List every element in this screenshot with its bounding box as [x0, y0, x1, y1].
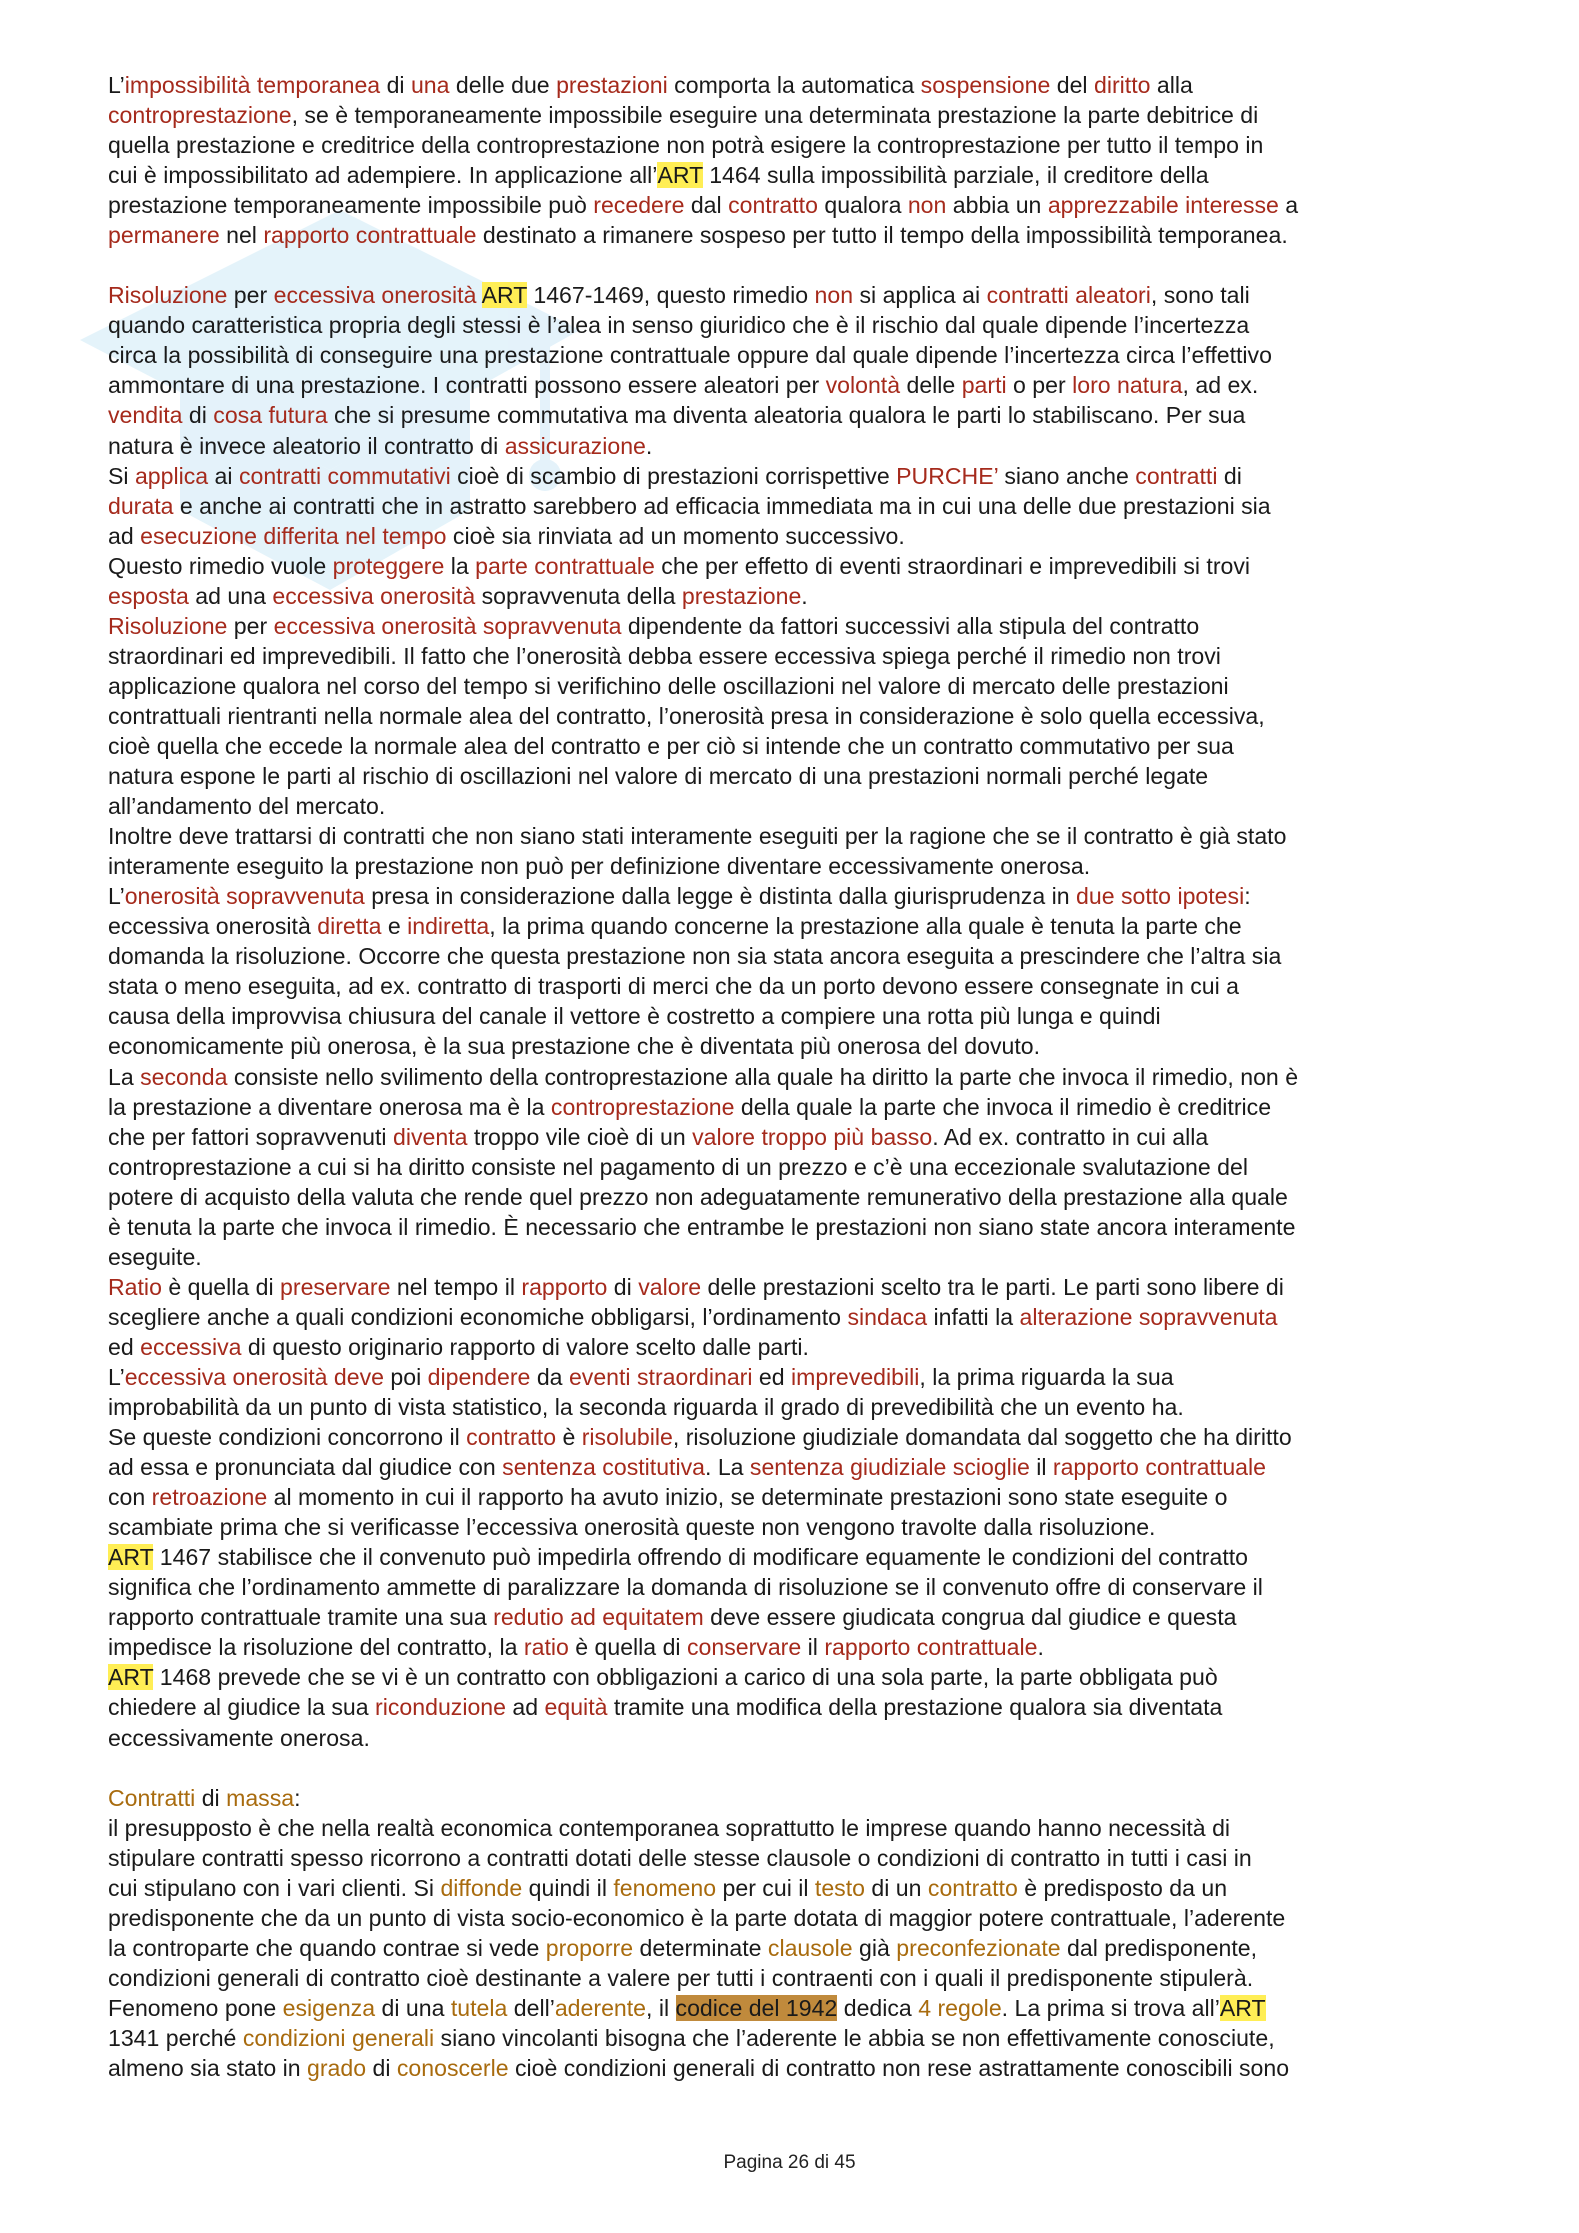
- emphasized-term: diventa: [392, 1123, 468, 1150]
- paragraph-text: del: [1050, 72, 1094, 98]
- paragraph-text: [476, 282, 481, 308]
- emphasized-term: parte contrattuale: [475, 552, 655, 579]
- emphasized-term: loro natura: [1072, 372, 1183, 399]
- paragraph-text: infatti la: [927, 1303, 1020, 1330]
- paragraph-text: che per effetto di eventi straordinari e imprevedibili si trovi: [661, 552, 1251, 579]
- paragraph-text: , la prima riguarda la sua improbabilità da un punto di vista statistico, la seconda riguarda il grado di prevedibilità che un evento ha.: [108, 1363, 1184, 1421]
- paragraph-text: già: [852, 1934, 897, 1961]
- emphasized-term: fenomeno: [613, 1874, 717, 1901]
- paragraph-text: il: [1029, 1454, 1053, 1481]
- highlighted-term: ART: [1219, 1994, 1266, 2021]
- paragraph-text: di: [1223, 462, 1242, 489]
- paragraph-text: tramite una modifica della prestazione qualora sia diventata eccessivamente onerosa.: [108, 1694, 1223, 1751]
- paragraph-text: ed: [752, 1363, 792, 1390]
- emphasized-term: valore troppo più basso: [692, 1123, 933, 1150]
- paragraph-text: di: [380, 72, 411, 98]
- emphasized-term: riconduzione: [375, 1694, 506, 1721]
- paragraph-text: alla: [1156, 72, 1193, 98]
- emphasized-term: imprevedibili: [791, 1363, 920, 1390]
- paragraph-text: Se queste condizioni concorrono il: [108, 1424, 467, 1451]
- paragraph-text: di: [366, 2055, 397, 2081]
- paragraph-text: dedica: [837, 1994, 919, 2021]
- paragraph-text: di: [182, 402, 214, 429]
- paragraph-text: ai: [208, 462, 239, 489]
- emphasized-term: contratto: [466, 1424, 557, 1451]
- emphasized-term: rapporto contrattuale: [824, 1634, 1038, 1661]
- emphasized-term: prestazioni: [556, 72, 668, 98]
- emphasized-term: eccessiva onerosità: [272, 582, 476, 609]
- emphasized-term: vendita: [108, 402, 183, 429]
- paragraph: [108, 1422, 1488, 1542]
- emphasized-term: sentenza costitutiva: [502, 1454, 705, 1481]
- paragraph-text: deve essere giudicata congrua dal giudice e questa impedisce la risoluzione del contratto, la: [108, 1604, 1237, 1661]
- emphasized-term: controprestazione: [550, 1093, 735, 1120]
- paragraph-text: determinate: [633, 1934, 768, 1961]
- paragraph-text: 1468 prevede che se vi è un contratto con obbligazioni a carico di una sola parte, la parte obbligata può chiedere al giudice la sua: [108, 1664, 1218, 1721]
- paragraph-text: , il: [646, 1994, 676, 2021]
- paragraph: [108, 70, 1488, 250]
- emphasized-term: contratti aleatori: [986, 282, 1151, 309]
- emphasized-term: preconfezionate: [896, 1934, 1061, 1961]
- paragraph-text: , risoluzione giudiziale domandata dal soggetto che ha diritto ad essa e pronunciata dal giudice con: [108, 1424, 1292, 1481]
- emphasized-term: Risoluzione: [108, 282, 228, 309]
- emphasized-term: massa: [226, 1784, 295, 1811]
- paragraph-text: siano anche: [997, 462, 1136, 489]
- emphasized-term: assicurazione: [504, 432, 646, 459]
- emphasized-term: clausole: [767, 1934, 853, 1961]
- paragraph: [108, 821, 1488, 881]
- paragraph-text: ed: [108, 1333, 134, 1360]
- paragraph-text: da: [530, 1363, 569, 1390]
- paragraph: [108, 611, 1488, 821]
- highlighted-term: ART: [657, 162, 703, 189]
- paragraph-text: il: [801, 1634, 825, 1661]
- paragraph: [108, 280, 1488, 460]
- paragraph-text: L’: [108, 72, 125, 98]
- emphasized-term: eccessiva onerosità sopravvenuta: [273, 612, 622, 639]
- emphasized-term: redutio ad equitatem: [493, 1604, 704, 1631]
- paragraph-text: per: [227, 612, 274, 639]
- paragraph: [108, 1272, 1488, 1362]
- emphasized-term: conoscerle: [396, 2055, 509, 2081]
- paragraph-text: o per: [1006, 372, 1073, 399]
- emphasized-term: proteggere: [332, 552, 445, 579]
- paragraph-gap: [108, 250, 1488, 280]
- paragraph-text: che si presume commutativa ma diventa aleatoria qualora le parti lo stabiliscano. Per sua natura è invece aleatorio il contratto di: [108, 402, 1246, 459]
- paragraph-text: comporta la automatica: [667, 72, 921, 98]
- paragraph-text: Si: [108, 462, 135, 489]
- emphasized-term: onerosità sopravvenuta: [124, 883, 365, 910]
- paragraph-text: abbia un: [946, 192, 1048, 219]
- paragraph-text: .: [1037, 1634, 1044, 1661]
- emphasized-term: non: [814, 282, 854, 309]
- emphasized-term: esposta: [108, 582, 189, 609]
- paragraph-text: dal predisponente, condizioni generali di contratto cioè destinante a valere per tutti i contraenti con i quali il predisponente stipulerà. Fenomeno pone: [108, 1934, 1258, 2021]
- paragraph-text: nel: [219, 222, 264, 249]
- emphasized-term: esigenza: [282, 1994, 376, 2021]
- emphasized-term: applica: [134, 462, 209, 489]
- paragraph-text: dal: [684, 192, 729, 219]
- paragraph-text: ad: [506, 1694, 545, 1721]
- emphasized-term: proporre: [545, 1934, 634, 1961]
- paragraph: [108, 1362, 1488, 1422]
- paragraph-text: poi: [384, 1363, 428, 1390]
- paragraph-text: consiste nello svilimento della controprestazione alla quale ha diritto la parte che invoca il rimedio, non è la prestazione a diventare onerosa ma è la: [108, 1063, 1299, 1120]
- highlighted-term: ART: [481, 282, 527, 309]
- emphasized-term: sentenza giudiziale scioglie: [749, 1454, 1030, 1481]
- paragraph: [108, 1062, 1488, 1272]
- paragraph-text: di una: [375, 1994, 451, 2021]
- paragraph-text: 1341 perché: [108, 2024, 237, 2051]
- paragraph-text: L’: [108, 1363, 125, 1390]
- emphasized-term: equità: [544, 1694, 608, 1721]
- paragraph-text: Inoltre deve trattarsi di contratti che non siano stati interamente eseguiti per la ragione che se il contratto è già stato interamente eseguito la prestazione non può per definizione diventare eccessivamente onerosa.: [108, 823, 1287, 880]
- paragraph-text: : eccessiva onerosità: [108, 883, 1251, 940]
- emphasized-term: permanere: [108, 222, 220, 249]
- highlighted-term: ART: [108, 1664, 154, 1691]
- emphasized-term: rapporto contrattuale: [1052, 1454, 1267, 1481]
- paragraph-text: è: [556, 1424, 582, 1451]
- emphasized-term: eccessiva: [140, 1333, 242, 1360]
- emphasized-term: cosa futura: [213, 402, 328, 429]
- paragraph-text: e anche ai contratti che in astratto sarebbero ad efficacia immediata ma in cui una delle due prestazioni sia ad: [108, 492, 1271, 549]
- paragraph-text: . Ad ex. contratto in cui alla controprestazione a cui si ha diritto consiste nel pagamento di un prezzo e c’è una eccezionale svalutazione del potere di acquisto della valuta che rende quel prezzo non adeguatamente remunerativo della prestazione alla quale è tenuta la parte che invoca il rimedio. È necessario che entrambe le prestazioni non siano state ancora interamente eseguite.: [108, 1123, 1296, 1270]
- emphasized-term: non: [907, 192, 947, 219]
- paragraph-text: e: [381, 913, 408, 940]
- emphasized-term: durata: [108, 492, 174, 519]
- highlighted-term: ART: [108, 1544, 154, 1571]
- paragraph-text: delle prestazioni scelto tra le parti. Le parti sono libere di scegliere anche a quali condizioni economiche obbligarsi, l’ordinamento: [108, 1273, 1284, 1330]
- paragraph-text: . La: [704, 1454, 750, 1481]
- paragraph-text: a: [1285, 192, 1299, 219]
- paragraph: [108, 881, 1488, 1061]
- emphasized-term: retroazione: [151, 1484, 268, 1511]
- document-body: [108, 70, 1488, 2083]
- emphasized-term: ratio: [523, 1634, 569, 1661]
- emphasized-term: parti: [961, 372, 1007, 399]
- paragraph: [108, 461, 1488, 551]
- paragraph-text: di: [607, 1273, 639, 1300]
- emphasized-term: recedere: [593, 192, 685, 219]
- paragraph-text: quindi il: [522, 1874, 614, 1901]
- emphasized-term: prestazione: [681, 582, 802, 609]
- emphasized-term: diritto: [1093, 72, 1151, 98]
- paragraph-text: della quale la parte che invoca il rimedio è creditrice che per fattori sopravvenuti: [108, 1093, 1272, 1150]
- emphasized-term: una: [410, 72, 450, 98]
- emphasized-term: impossibilità temporanea: [124, 72, 381, 98]
- paragraph-text: delle due: [449, 72, 557, 98]
- paragraph: [108, 1662, 1488, 1752]
- emphasized-term: controprestazione: [108, 102, 292, 129]
- paragraph-text: sopravvenuta della: [475, 582, 682, 609]
- paragraph-text: L’: [108, 883, 125, 910]
- paragraph-text: nel tempo il: [390, 1273, 522, 1300]
- paragraph: [108, 551, 1488, 611]
- emphasized-term: Risoluzione: [108, 612, 228, 639]
- paragraph-text: la: [444, 552, 476, 579]
- emphasized-term: eccessiva onerosità: [273, 282, 477, 309]
- emphasized-term: grado: [306, 2055, 367, 2081]
- paragraph-text: dell’: [507, 1994, 555, 2021]
- paragraph: [108, 1783, 1488, 2083]
- paragraph-text: cioè di scambio di prestazioni corrispettive: [450, 462, 897, 489]
- paragraph-text: per: [227, 282, 274, 309]
- paragraph-text: . La prima si trova all’: [1001, 1994, 1220, 2021]
- emphasized-term: volontà: [825, 372, 901, 399]
- emphasized-term: 4 regole: [918, 1994, 1002, 2021]
- emphasized-term: valore: [638, 1273, 702, 1300]
- emphasized-term: contratti commutativi: [238, 462, 451, 489]
- paragraph-text: di: [195, 1784, 227, 1811]
- paragraph-text: 1467 stabilisce che il convenuto può impedirla offrendo di modificare equamente le condizioni del contratto significa che l’ordinamento ammette di paralizzare la domanda di risoluzione se il convenuto offre di conservare il rapporto contrattuale tramite una sua: [108, 1544, 1263, 1631]
- paragraph-text: , la prima quando concerne la prestazione alla quale è tenuta la parte che domanda la risoluzione. Occorre che questa prestazione non sia stata ancora eseguita a prescindere che l’altra sia stata o meno eseguita, ad ex. contratto di trasporti di merci che da un porto devono essere consegnate in cui a causa della improvvisa chiusura del canale il vettore è costretto a compiere una rotta più lunga e quindi economicamente più onerosa, è la sua prestazione che è diventata più onerosa del dovuto.: [108, 913, 1282, 1060]
- paragraph-text: qualora: [817, 192, 908, 219]
- emphasized-term: Contratti: [108, 1784, 196, 1811]
- emphasized-term: sospensione: [920, 72, 1051, 98]
- paragraph-text: si applica ai: [853, 282, 987, 309]
- emphasized-term: apprezzabile interesse: [1047, 192, 1279, 219]
- emphasized-term: tutela: [450, 1994, 508, 2021]
- emphasized-term: due sotto ipotesi: [1076, 883, 1245, 910]
- emphasized-term: conservare: [686, 1634, 802, 1661]
- emphasized-term: alterazione sopravvenuta: [1019, 1303, 1278, 1330]
- paragraph-text: troppo vile cioè di un: [467, 1123, 693, 1150]
- paragraph-text: ad una: [188, 582, 273, 609]
- paragraph-text: per cui il: [716, 1874, 815, 1901]
- emphasized-term: contratto: [927, 1874, 1018, 1901]
- paragraph-text: cioè sia rinviata ad un momento successivo.: [446, 522, 905, 549]
- paragraph-gap: [108, 1753, 1488, 1783]
- paragraph-text: La: [108, 1063, 141, 1090]
- paragraph-text: cioè condizioni generali di contratto non rese astrattamente conoscibili sono: [508, 2055, 1290, 2081]
- paragraph-text: 1464 sulla impossibilità parziale, il creditore della prestazione temporaneamente impossibile può: [108, 162, 1209, 219]
- emphasized-term: eventi straordinari: [568, 1363, 753, 1390]
- paragraph-text: con: [108, 1484, 146, 1511]
- emphasized-term: eccessiva onerosità deve: [124, 1363, 385, 1390]
- emphasized-term: PURCHE’: [896, 462, 998, 489]
- paragraph: [108, 1542, 1488, 1662]
- emphasized-term: testo: [814, 1874, 865, 1901]
- paragraph-text: presa in considerazione dalla legge è distinta dalla giurisprudenza in: [364, 883, 1077, 910]
- emphasized-term: contratti: [1135, 462, 1218, 489]
- paragraph-text: , se è temporaneamente impossibile eseguire una determinata prestazione la parte debitrice di quella prestazione e creditrice della controprestazione non potrà esigere la controprestazione per tutto il tempo in cui è impossibilitato ad adempiere. In applicazione all’: [108, 102, 1264, 189]
- emphasized-term: risolubile: [581, 1424, 673, 1451]
- emphasized-term: condizioni generali: [242, 2024, 435, 2051]
- paragraph-text: è quella di: [161, 1273, 281, 1300]
- emphasized-term: diretta: [317, 913, 382, 940]
- paragraph-text: , ad ex.: [1182, 372, 1259, 399]
- emphasized-term: contratto: [728, 192, 818, 219]
- paragraph-text: dipendente da fattori successivi alla stipula del contratto straordinari ed imprevedibili. Il fatto che l’onerosità debba essere eccessiva spiega perché il rimedio non trovi applicazione qualora nel corso del tempo si verifichino delle oscillazioni nel valore di mercato delle prestazioni contrattuali rientranti nella normale alea del contratto, l’onerosità presa in considerazione è solo quella eccessiva, cioè quella che eccede la normale alea del contratto e per ciò si intende che un contratto commutativo per sua natura espone le parti al rischio di oscillazioni nel valore di mercato di una prestazioni normali perché legate all’andamento del mercato.: [108, 612, 1265, 820]
- paragraph-text: destinato a rimanere sospeso per tutto il tempo della impossibilità temporanea.: [476, 222, 1288, 249]
- highlighted-term: codice del 1942: [675, 1994, 838, 2021]
- emphasized-term: esecuzione differita nel tempo: [140, 522, 447, 549]
- paragraph-text: è quella di: [568, 1634, 687, 1661]
- emphasized-term: Ratio: [108, 1273, 162, 1300]
- emphasized-term: rapporto contrattuale: [263, 222, 477, 249]
- paragraph-text: .: [645, 432, 653, 459]
- paragraph-text: di un: [865, 1874, 928, 1901]
- emphasized-term: sindaca: [847, 1303, 928, 1330]
- emphasized-term: seconda: [140, 1063, 228, 1090]
- paragraph-text: di questo originario rapporto di valore scelto dalle parti.: [241, 1333, 809, 1360]
- emphasized-term: diffonde: [440, 1874, 523, 1901]
- paragraph-text: è predisposto da un predisponente che da un punto di vista socio-economico è la parte dotata di maggior potere contrattuale, l’aderente la controparte che quando contrae si vede: [108, 1874, 1286, 1961]
- emphasized-term: preservare: [280, 1273, 391, 1300]
- paragraph-text: delle: [900, 372, 962, 399]
- emphasized-term: dipendere: [427, 1363, 531, 1390]
- paragraph-text: al momento in cui il rapporto ha avuto inizio, se determinate prestazioni sono state eseguite o scambiate prima che si verificasse l’eccessiva onerosità queste non vengono travolte dalla risoluzione.: [108, 1484, 1228, 1541]
- paragraph-text: : il presupposto è che nella realtà economica contemporanea soprattutto le imprese quando hanno necessità di stipulare contratti spesso ricorrono a contratti dotati delle stesse clausole o condizioni di contratto in tutti i casi in cui stipulano con i vari clienti. Si: [108, 1784, 1252, 1901]
- paragraph-text: Questo rimedio vuole: [108, 552, 333, 579]
- emphasized-term: rapporto: [521, 1273, 608, 1300]
- emphasized-term: aderente: [554, 1994, 647, 2021]
- paragraph-text: siano vincolanti bisogna che l’aderente le abbia se non effettivamente conosciute, almeno sia stato in: [108, 2024, 1275, 2081]
- emphasized-term: indiretta: [407, 913, 490, 940]
- paragraph-text: 1467-1469, questo rimedio: [526, 282, 815, 309]
- paragraph-text: .: [801, 582, 808, 609]
- paragraph-text: , sono tali quando caratteristica propria degli stessi è l’alea in senso giuridico che è il rischio dal quale dipende l’incertezza circa la possibilità di conseguire una prestazione contrattuale oppure dal quale dipende l’incertezza circa l’effettivo ammontare di una prestazione. I contratti possono essere aleatori per: [108, 282, 1272, 399]
- page-footer: Pagina 26 di 45: [723, 2152, 856, 2173]
